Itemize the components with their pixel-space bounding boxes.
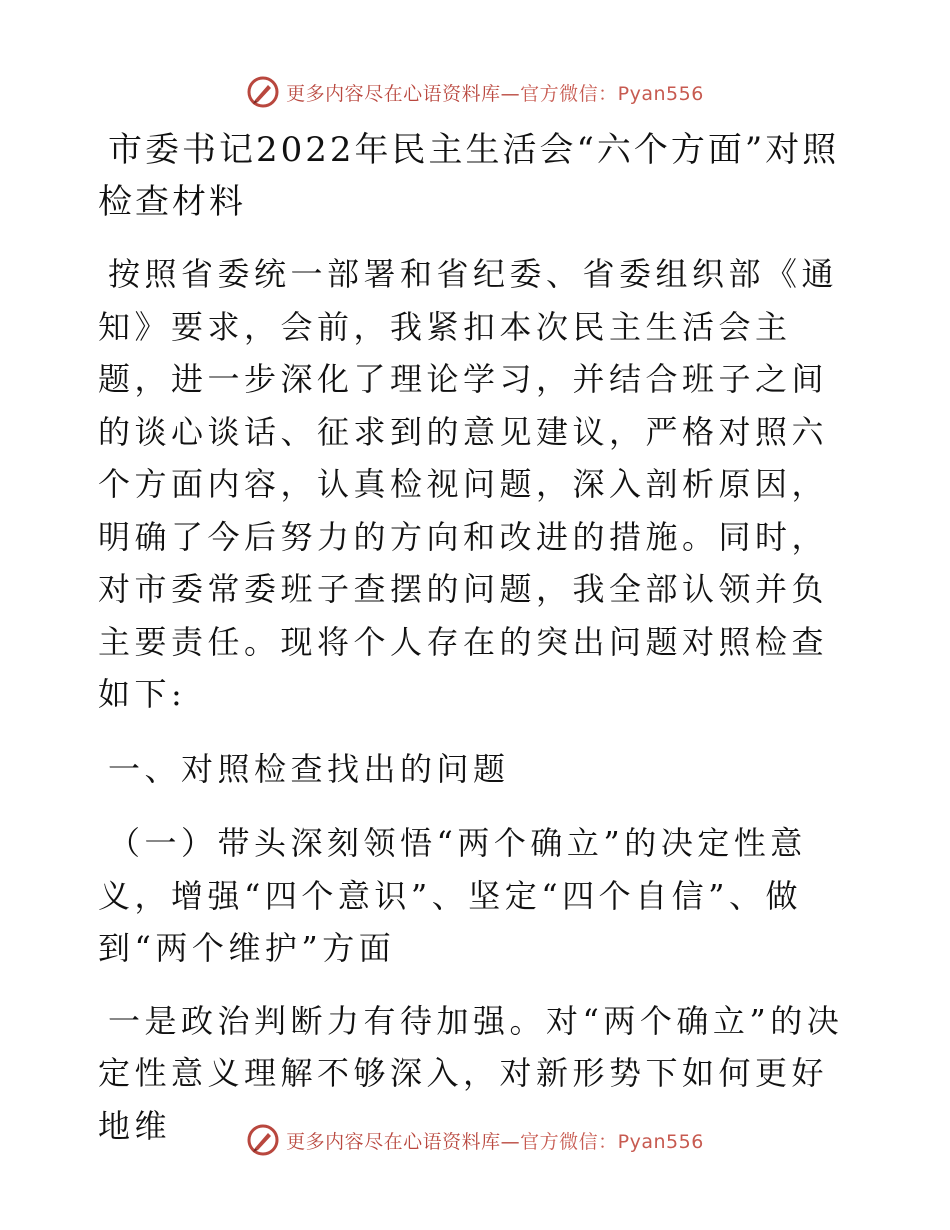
section-heading: 一、对照检查找出的问题 xyxy=(108,749,510,788)
document-body xyxy=(98,118,858,1152)
watermark-text: 更多内容尽在心语资料库—官方微信：Pyan556 xyxy=(286,82,704,105)
paragraph-point-one: 一是政治判断力有待加强。对“两个确立”的决定性意义理解不够深入，对新形势下如何更好地维 xyxy=(98,1001,844,1145)
watermark-text: 更多内容尽在心语资料库—官方微信：Pyan556 xyxy=(286,1130,704,1153)
paragraph-intro: 按照省委统一部署和省纪委、省委组织部《通知》要求，会前，我紧扣本次民主生活会主题，进一步深化了理论学习，并结合班子之间的谈心谈话、征求到的意见建议，严格对照六个方面内容，认真检视问题，深入剖析原因，明确了今后努力的方向和改进的措施。同时，对市委常委班子查摆的问题，我全部认领并负主要责任。现将个人存在的突出问题对照检查如下: xyxy=(98,255,839,713)
subsection-heading: （一）带头深刻领悟“两个确立”的决定性意义，增强“四个意识”、坚定“四个自信”、做到“两个维护”方面 xyxy=(98,824,807,967)
watermark-banner-bottom xyxy=(0,1120,950,1160)
watermark-banner-top xyxy=(0,72,950,112)
pen-logo-icon xyxy=(246,75,280,109)
pen-logo-icon xyxy=(246,1123,280,1157)
document-title: 市委书记2022年民主生活会“六个方面”对照检查材料 xyxy=(98,130,840,222)
